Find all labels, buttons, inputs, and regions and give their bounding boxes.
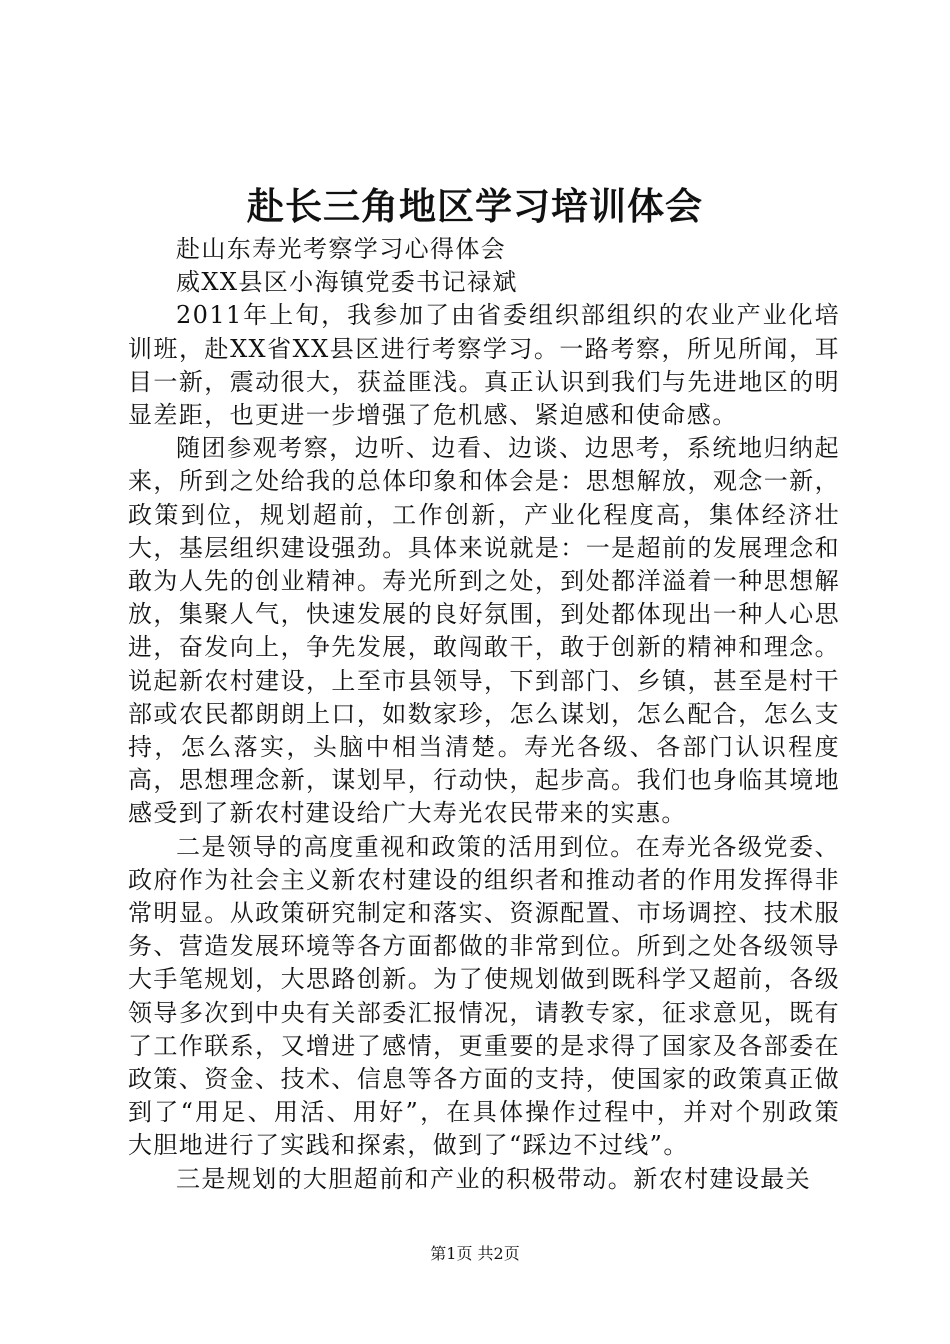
paragraph-3: 二是领导的高度重视和政策的活用到位。在寿光各级党委、政府作为社会主义新农村建设的组织者和推动者的作用发挥得非常明显。从政策研究制定和落实、资源配置、市场调控、技术服务、营造发展环境等各方面都做的非常到位。所到之处各级领导大手笔规划，大思路创新。为了使规划做到既科学又超前，各级领导多次到中央有关部委汇报情况，请教专家，征求意见，既有了工作联系，又增进了感情，更重要的是求得了国家及各部委在政策、资金、技术、信息等各方面的支持，使国家的政策真正做到了“用足、用活、用好”，在具体操作过程中，并对个别政策大胆地进行了实践和探索，做到了“踩边不过线”。	[128, 832, 840, 1160]
document-body	[128, 233, 840, 1196]
paragraph-4: 三是规划的大胆超前和产业的积极带动。新农村建设最关	[176, 1164, 811, 1193]
subtitle-line: 赴山东寿光考察学习心得体会	[176, 235, 507, 263]
paragraph-2: 随团参观考察，边听、边看、边谈、边思考，系统地归纳起来，所到之处给我的总体印象和体会是：思想解放，观念一新，政策到位，规划超前，工作创新，产业化程度高，集体经济壮大，基层组织建设强劲。具体来说就是：一是超前的发展理念和敢为人先的创业精神。寿光所到之处，到处都洋溢着一种思想解放，集聚人气，快速发展的良好氛围，到处都体现出一种人心思进，奋发向上，争先发展，敢闯敢干，敢于创新的精神和理念。说起新农村建设，上至市县领导，下到部门、乡镇，甚至是村干部或农民都朗朗上口，如数家珍，怎么谋划，怎么配合，怎么支持，怎么落实，头脑中相当清楚。寿光各级、各部门认识程度高，思想理念新，谋划早，行动快，起步高。我们也身临其境地感受到了新农村建设给广大寿光农民带来的实惠。	[128, 434, 840, 828]
document-title: 赴长三角地区学习培训体会	[247, 185, 703, 228]
paragraph-1: 2011年上旬，我参加了由省委组织部组织的农业产业化培训班，赴XX省XX县区进行考察学习。一路考察，所见所闻，耳目一新，震动很大，获益匪浅。真正认识到我们与先进地区的明显差距，也更进一步增强了危机感、紧迫感和使命感。	[128, 301, 840, 430]
author-line: 威XX县区小海镇党委书记禄斌	[176, 268, 518, 297]
page-footer: 第1页 共2页	[430, 1244, 520, 1263]
